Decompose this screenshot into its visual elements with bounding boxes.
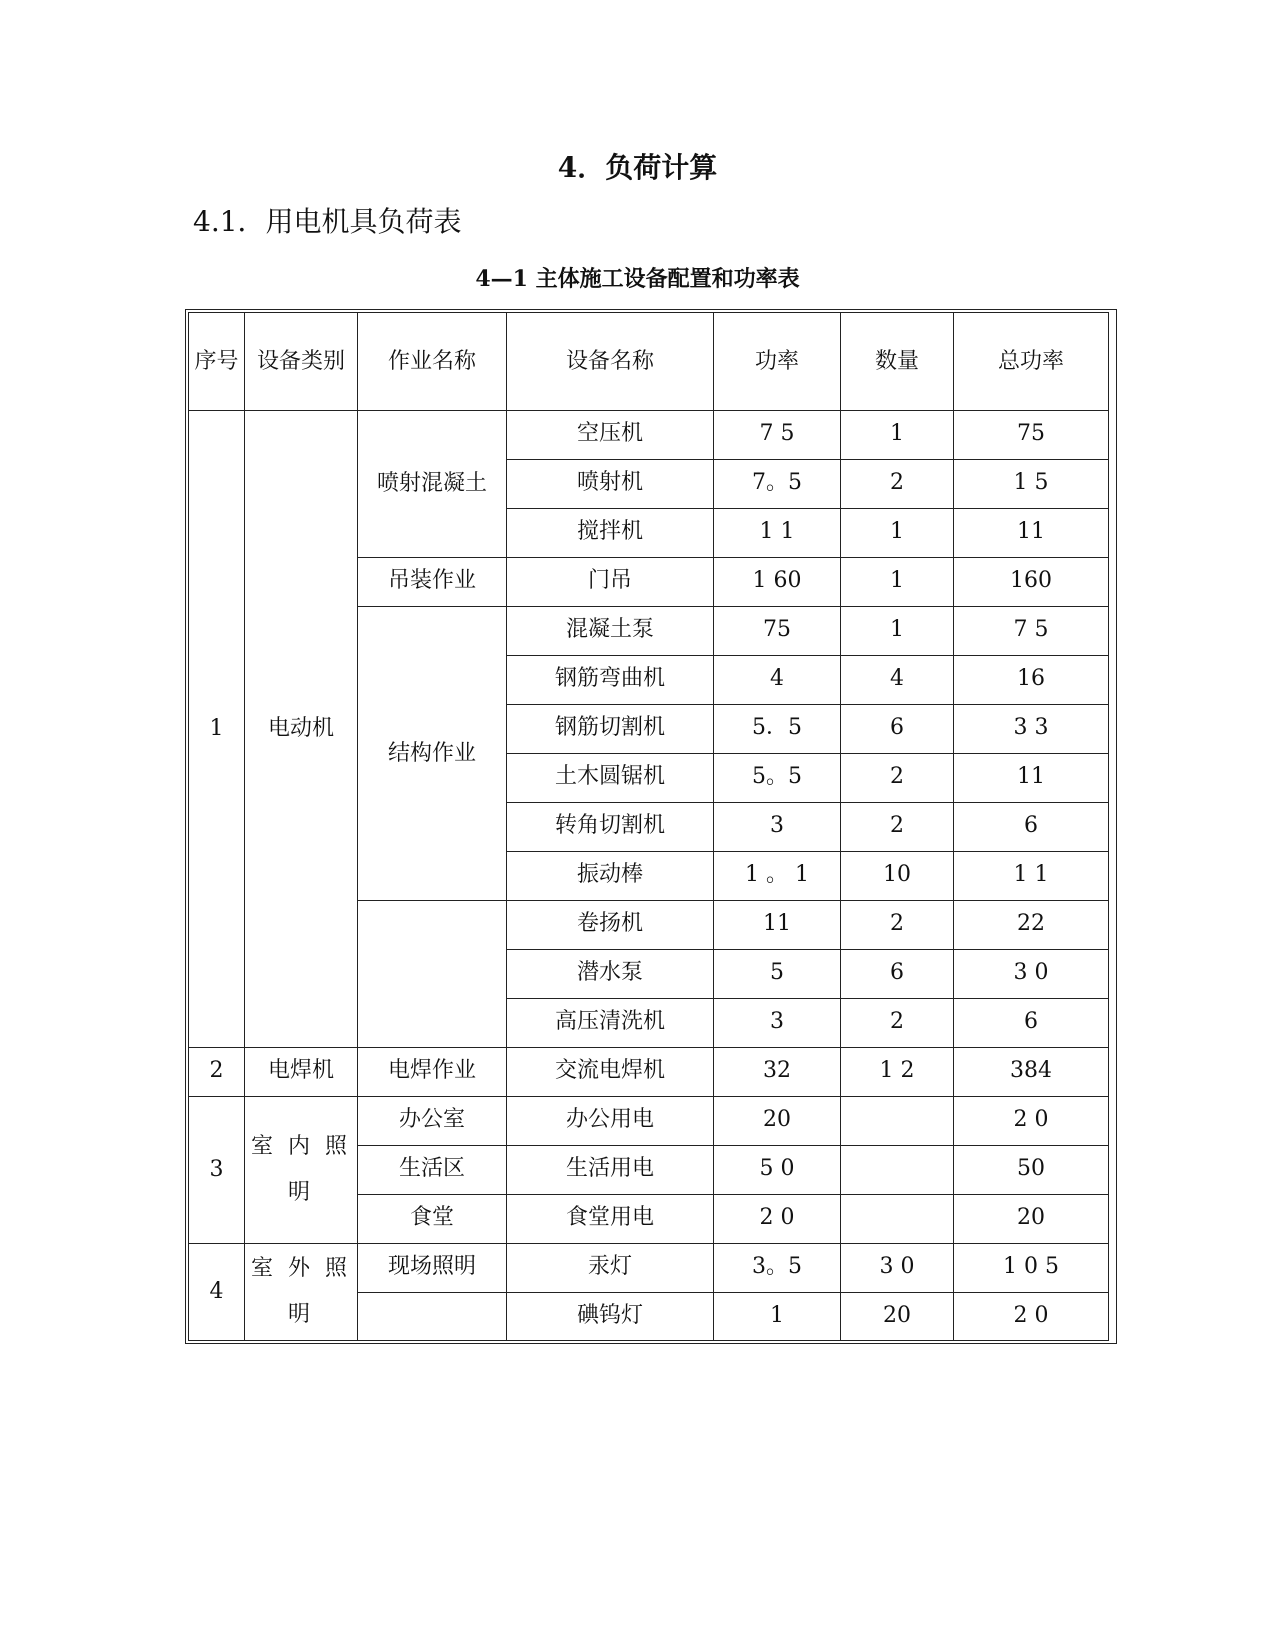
group-category: 电焊机 <box>245 1048 358 1097</box>
power-cell: 5 <box>714 950 841 999</box>
qty-cell: 1 2 <box>841 1048 954 1097</box>
header-cell: 序号 <box>189 313 245 411</box>
operation-cell: 现场照明 <box>358 1244 507 1293</box>
power-cell: 1 60 <box>714 558 841 607</box>
total-cell: 3 0 <box>954 950 1109 999</box>
qty-cell: 4 <box>841 656 954 705</box>
group-category: 室 外 照明 <box>245 1244 358 1341</box>
device-cell: 办公用电 <box>507 1097 714 1146</box>
qty-cell: 2 <box>841 999 954 1048</box>
total-cell: 75 <box>954 411 1109 460</box>
table-header-row <box>189 313 1109 411</box>
qty-cell: 1 <box>841 607 954 656</box>
qty-cell: 20 <box>841 1293 954 1341</box>
device-cell: 门吊 <box>507 558 714 607</box>
header-cell: 数量 <box>841 313 954 411</box>
equipment-power-table <box>188 312 1109 1341</box>
total-cell: 11 <box>954 754 1109 803</box>
power-cell: 32 <box>714 1048 841 1097</box>
group-category: 室 内 照明 <box>245 1097 358 1244</box>
group-number: 3 <box>189 1097 245 1244</box>
operation-cell: 结构作业 <box>358 607 507 901</box>
total-cell: 11 <box>954 509 1109 558</box>
operation-cell: 办公室 <box>358 1097 507 1146</box>
device-cell: 转角切割机 <box>507 803 714 852</box>
total-cell: 1 0 5 <box>954 1244 1109 1293</box>
device-cell: 高压清洗机 <box>507 999 714 1048</box>
table-frame <box>185 309 1117 1344</box>
device-cell: 钢筋切割机 <box>507 705 714 754</box>
group-number: 4 <box>189 1244 245 1341</box>
operation-cell: 喷射混凝土 <box>358 411 507 558</box>
total-cell: 384 <box>954 1048 1109 1097</box>
qty-cell: 6 <box>841 950 954 999</box>
total-cell: 16 <box>954 656 1109 705</box>
table-row <box>189 1048 1109 1097</box>
power-cell: 20 <box>714 1097 841 1146</box>
table-row <box>189 411 1109 460</box>
operation-cell: 电焊作业 <box>358 1048 507 1097</box>
operation-cell <box>358 901 507 1048</box>
total-cell: 50 <box>954 1146 1109 1195</box>
power-cell: 3 <box>714 999 841 1048</box>
group-number: 1 <box>189 411 245 1048</box>
power-cell: 2 0 <box>714 1195 841 1244</box>
qty-cell <box>841 1195 954 1244</box>
total-cell: 2 0 <box>954 1293 1109 1341</box>
operation-cell: 吊装作业 <box>358 558 507 607</box>
total-cell: 2 0 <box>954 1097 1109 1146</box>
device-cell: 食堂用电 <box>507 1195 714 1244</box>
device-cell: 碘钨灯 <box>507 1293 714 1341</box>
total-cell: 3 3 <box>954 705 1109 754</box>
device-cell: 潜水泵 <box>507 950 714 999</box>
power-cell: 75 <box>714 607 841 656</box>
qty-cell: 6 <box>841 705 954 754</box>
page-heading: 4．负荷计算 <box>557 151 718 184</box>
device-cell: 喷射机 <box>507 460 714 509</box>
power-cell: 3。5 <box>714 1244 841 1293</box>
power-cell: 7 5 <box>714 411 841 460</box>
qty-cell: 1 <box>841 509 954 558</box>
device-cell: 振动棒 <box>507 852 714 901</box>
device-cell: 土木圆锯机 <box>507 754 714 803</box>
total-cell: 1 1 <box>954 852 1109 901</box>
qty-cell: 2 <box>841 803 954 852</box>
qty-cell <box>841 1097 954 1146</box>
total-cell: 6 <box>954 999 1109 1048</box>
power-cell: 4 <box>714 656 841 705</box>
total-cell: 160 <box>954 558 1109 607</box>
qty-cell: 2 <box>841 460 954 509</box>
group-number: 2 <box>189 1048 245 1097</box>
total-cell: 22 <box>954 901 1109 950</box>
qty-cell: 2 <box>841 754 954 803</box>
qty-cell: 2 <box>841 901 954 950</box>
total-cell: 7 5 <box>954 607 1109 656</box>
table-row <box>189 1244 1109 1293</box>
header-cell: 功率 <box>714 313 841 411</box>
device-cell: 钢筋弯曲机 <box>507 656 714 705</box>
device-cell: 搅拌机 <box>507 509 714 558</box>
operation-cell <box>358 1293 507 1341</box>
power-cell: 5 0 <box>714 1146 841 1195</box>
device-cell: 卷扬机 <box>507 901 714 950</box>
device-cell: 汞灯 <box>507 1244 714 1293</box>
header-cell: 设备类别 <box>245 313 358 411</box>
header-cell: 总功率 <box>954 313 1109 411</box>
total-cell: 6 <box>954 803 1109 852</box>
operation-cell: 食堂 <box>358 1195 507 1244</box>
table-row <box>189 1097 1109 1146</box>
total-cell: 20 <box>954 1195 1109 1244</box>
power-cell: 11 <box>714 901 841 950</box>
qty-cell: 10 <box>841 852 954 901</box>
qty-cell: 1 <box>841 411 954 460</box>
power-cell: 1 1 <box>714 509 841 558</box>
power-cell: 7。5 <box>714 460 841 509</box>
qty-cell: 3 0 <box>841 1244 954 1293</box>
device-cell: 混凝土泵 <box>507 607 714 656</box>
device-cell: 交流电焊机 <box>507 1048 714 1097</box>
header-cell: 作业名称 <box>358 313 507 411</box>
power-cell: 5。5 <box>714 754 841 803</box>
qty-cell <box>841 1146 954 1195</box>
device-cell: 生活用电 <box>507 1146 714 1195</box>
power-cell: 3 <box>714 803 841 852</box>
device-cell: 空压机 <box>507 411 714 460</box>
section-title: 4.1．用电机具负荷表 <box>193 205 462 238</box>
group-category: 电动机 <box>245 411 358 1048</box>
operation-cell: 生活区 <box>358 1146 507 1195</box>
power-cell: 1 。 1 <box>714 852 841 901</box>
power-cell: 1 <box>714 1293 841 1341</box>
qty-cell: 1 <box>841 558 954 607</box>
power-cell: 5．5 <box>714 705 841 754</box>
header-cell: 设备名称 <box>507 313 714 411</box>
total-cell: 1 5 <box>954 460 1109 509</box>
table-caption: 4—1 主体施工设备配置和功率表 <box>475 266 800 292</box>
